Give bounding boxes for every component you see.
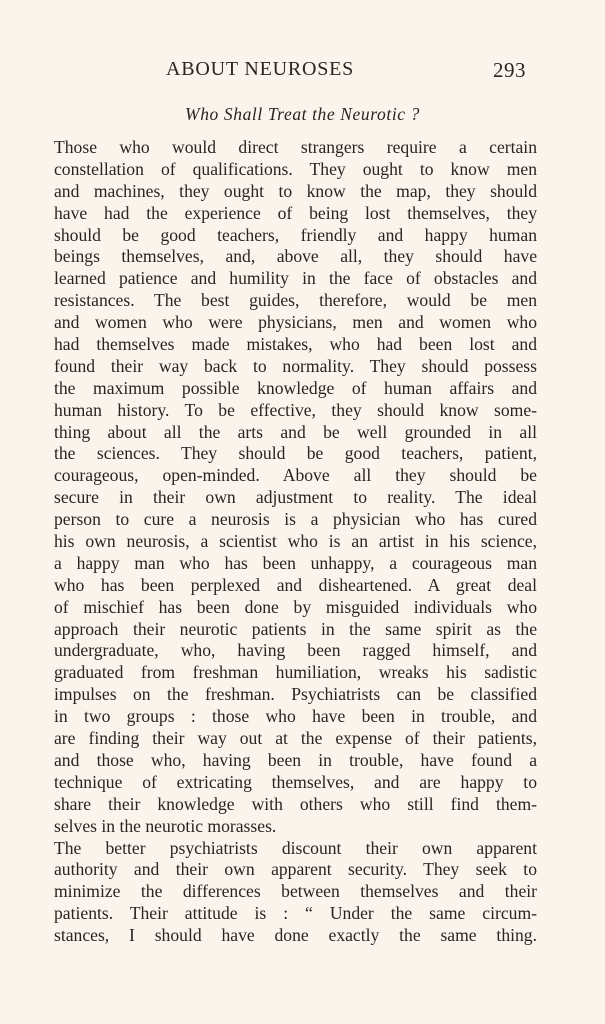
text-line: secure in their own adjustment to reality. The ideal bbox=[54, 487, 537, 508]
text-line: person to cure a neurosis is a physician who has cured bbox=[54, 509, 537, 530]
text-line: Those who would direct strangers require a certain bbox=[54, 137, 537, 157]
text-line: constellation of qualifications. They ought to know men bbox=[54, 158, 537, 179]
text-line: had themselves made mistakes, who had been lost and bbox=[54, 334, 537, 355]
text-line: should be good teachers, friendly and happy human bbox=[54, 224, 537, 245]
text-line: minimize the differences between themselves and their bbox=[54, 881, 537, 902]
text-line: and those who, having been in trouble, have found a bbox=[54, 749, 537, 770]
text-line: courageous, open-minded. Above all they should be bbox=[54, 465, 537, 486]
page-number: 293 bbox=[493, 58, 526, 82]
text-line: and machines, they ought to know the map, they should bbox=[54, 180, 537, 201]
text-line: are finding their way out at the expense of their patients, bbox=[54, 728, 537, 749]
text-line: impulses on the freshman. Psychiatrists can be classified bbox=[54, 684, 537, 705]
text-line: beings themselves, and, above all, they should have bbox=[54, 246, 537, 267]
text-line: who has been perplexed and disheartened. A great deal bbox=[54, 574, 537, 595]
text-line: approach their neurotic patients in the same spirit as the bbox=[54, 618, 537, 639]
text-line: patients. Their attitude is : “ Under the same circum- bbox=[54, 903, 537, 924]
text-line: authority and their own apparent security. They seek to bbox=[54, 859, 537, 880]
text-line: stances, I should have done exactly the same thing. bbox=[54, 925, 537, 946]
text-line: share their knowledge with others who still find them- bbox=[54, 793, 537, 814]
text-line: the maximum possible knowledge of human affairs and bbox=[54, 377, 537, 398]
text-line: human history. To be effective, they should know some- bbox=[54, 399, 537, 420]
text-line: learned patience and humility in the face of obstacles and bbox=[54, 268, 537, 289]
text-line: his own neurosis, a scientist who is an artist in his science, bbox=[54, 531, 537, 552]
body-text bbox=[54, 137, 537, 947]
text-line: undergraduate, who, having been ragged himself, and bbox=[54, 640, 537, 661]
text-line: graduated from freshman humiliation, wreaks his sadistic bbox=[54, 662, 537, 683]
running-head bbox=[0, 58, 605, 86]
text-line: and women who were physicians, men and women who bbox=[54, 312, 537, 333]
text-line: a happy man who has been unhappy, a courageous man bbox=[54, 552, 537, 573]
text-line: resistances. The best guides, therefore, would be men bbox=[54, 290, 537, 311]
text-line: The better psychiatrists discount their own apparent bbox=[54, 837, 537, 858]
text-line: the sciences. They should be good teachers, patient, bbox=[54, 443, 537, 464]
text-line: thing about all the arts and be well grounded in all bbox=[54, 421, 537, 442]
text-line: in two groups : those who have been in trouble, and bbox=[54, 706, 537, 727]
text-line: have had the experience of being lost themselves, they bbox=[54, 202, 537, 223]
text-line: of mischief has been done by misguided individuals who bbox=[54, 596, 537, 617]
text-line: technique of extricating themselves, and are happy to bbox=[54, 771, 537, 792]
text-line: selves in the neurotic morasses. bbox=[54, 815, 277, 836]
running-title: ABOUT NEUROSES bbox=[166, 58, 355, 80]
section-heading: Who Shall Treat the Neurotic ? bbox=[185, 104, 420, 124]
text-line: found their way back to normality. They should possess bbox=[54, 355, 537, 376]
